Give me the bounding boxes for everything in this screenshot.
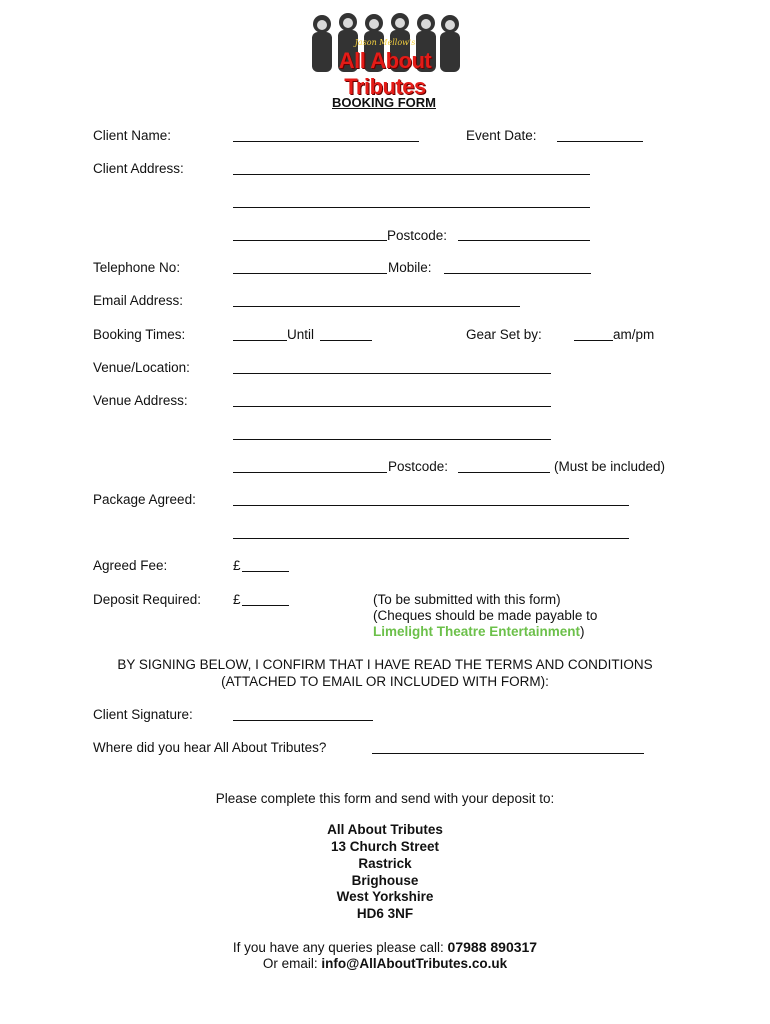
client-signature-field[interactable] bbox=[233, 720, 373, 721]
event-date-label: Event Date: bbox=[466, 128, 537, 143]
postcode-field[interactable] bbox=[458, 240, 590, 241]
address-line-6: HD6 3NF bbox=[356, 906, 414, 921]
payee-close-paren: ) bbox=[580, 624, 585, 639]
contact-email-link[interactable]: info@AllAboutTributes.co.uk bbox=[321, 956, 508, 971]
venue-location-label: Venue/Location: bbox=[93, 360, 190, 375]
telephone-label: Telephone No: bbox=[93, 260, 181, 275]
hear-about-label: Where did you hear All About Tributes? bbox=[93, 740, 327, 755]
send-instructions: Please complete this form and send with your deposit to: bbox=[215, 791, 555, 806]
client-name-field[interactable] bbox=[233, 141, 419, 142]
agreed-fee-field[interactable] bbox=[242, 571, 289, 572]
contact-phone-line bbox=[0, 939, 770, 956]
form-title: BOOKING FORM bbox=[332, 95, 436, 110]
venue-location-field[interactable] bbox=[233, 373, 551, 374]
package-agreed-line-2[interactable] bbox=[233, 538, 629, 539]
venue-postcode-label: Postcode: bbox=[388, 459, 449, 474]
payee-name: Limelight Theatre Entertainment bbox=[373, 624, 581, 639]
must-be-included-note: (Must be included) bbox=[554, 459, 666, 474]
address-line-4: Brighouse bbox=[351, 873, 419, 888]
phone-prefix: If you have any queries please call: bbox=[232, 940, 448, 955]
declaration-line-2: (ATTACHED TO EMAIL OR INCLUDED WITH FORM): bbox=[221, 674, 549, 689]
telephone-field[interactable] bbox=[233, 273, 387, 274]
until-label: Until bbox=[287, 327, 315, 342]
mobile-field[interactable] bbox=[444, 273, 591, 274]
address-line-5: West Yorkshire bbox=[336, 889, 434, 904]
client-address-label: Client Address: bbox=[93, 161, 184, 176]
gear-set-by-label: Gear Set by: bbox=[466, 327, 542, 342]
deposit-required-label: Deposit Required: bbox=[93, 592, 202, 607]
email-label: Email Address: bbox=[93, 293, 184, 308]
phone-number[interactable]: 07988 890317 bbox=[447, 939, 538, 955]
deposit-note-2: (Cheques should be made payable to bbox=[373, 608, 598, 623]
booking-times-label: Booking Times: bbox=[93, 327, 186, 342]
agreed-fee-currency: £ bbox=[233, 558, 241, 573]
am-pm-label: am/pm bbox=[613, 327, 655, 342]
venue-address-line-2[interactable] bbox=[233, 439, 551, 440]
mobile-label: Mobile: bbox=[388, 260, 432, 275]
payee-line bbox=[373, 624, 585, 640]
logo-small-text: Jason Mellow's bbox=[354, 38, 416, 47]
venue-address-label: Venue Address: bbox=[93, 393, 188, 408]
email-field[interactable] bbox=[233, 306, 520, 307]
address-line-1: All About Tributes bbox=[327, 822, 443, 837]
deposit-field[interactable] bbox=[242, 605, 289, 606]
postcode-label: Postcode: bbox=[387, 228, 448, 243]
contact-email-line bbox=[0, 956, 770, 972]
email-prefix: Or email: bbox=[262, 956, 322, 971]
package-agreed-label: Package Agreed: bbox=[93, 492, 196, 507]
venue-address-line-3[interactable] bbox=[233, 472, 387, 473]
venue-address-line-1[interactable] bbox=[233, 406, 551, 407]
address-line-3: Rastrick bbox=[358, 856, 412, 871]
gear-set-time-field[interactable] bbox=[574, 340, 613, 341]
client-name-label: Client Name: bbox=[93, 128, 172, 143]
deposit-currency: £ bbox=[233, 592, 241, 607]
event-date-field[interactable] bbox=[557, 141, 643, 142]
booking-start-field[interactable] bbox=[233, 340, 287, 341]
address-line-2: 13 Church Street bbox=[330, 839, 440, 854]
deposit-note-1: (To be submitted with this form) bbox=[373, 592, 561, 607]
declaration-line-1: BY SIGNING BELOW, I CONFIRM THAT I HAVE READ THE TERMS AND CONDITIONS bbox=[117, 657, 653, 672]
package-agreed-line-1[interactable] bbox=[233, 505, 629, 506]
agreed-fee-label: Agreed Fee: bbox=[93, 558, 168, 573]
brand-logo bbox=[300, 10, 470, 99]
venue-postcode-field[interactable] bbox=[458, 472, 550, 473]
client-address-line-3[interactable] bbox=[233, 240, 387, 241]
client-address-line-1[interactable] bbox=[233, 174, 590, 175]
logo-brand-text: All About Tributes bbox=[338, 48, 432, 99]
booking-end-field[interactable] bbox=[320, 340, 372, 341]
client-signature-label: Client Signature: bbox=[93, 707, 193, 722]
client-address-line-2[interactable] bbox=[233, 207, 590, 208]
hear-about-field[interactable] bbox=[372, 753, 644, 754]
